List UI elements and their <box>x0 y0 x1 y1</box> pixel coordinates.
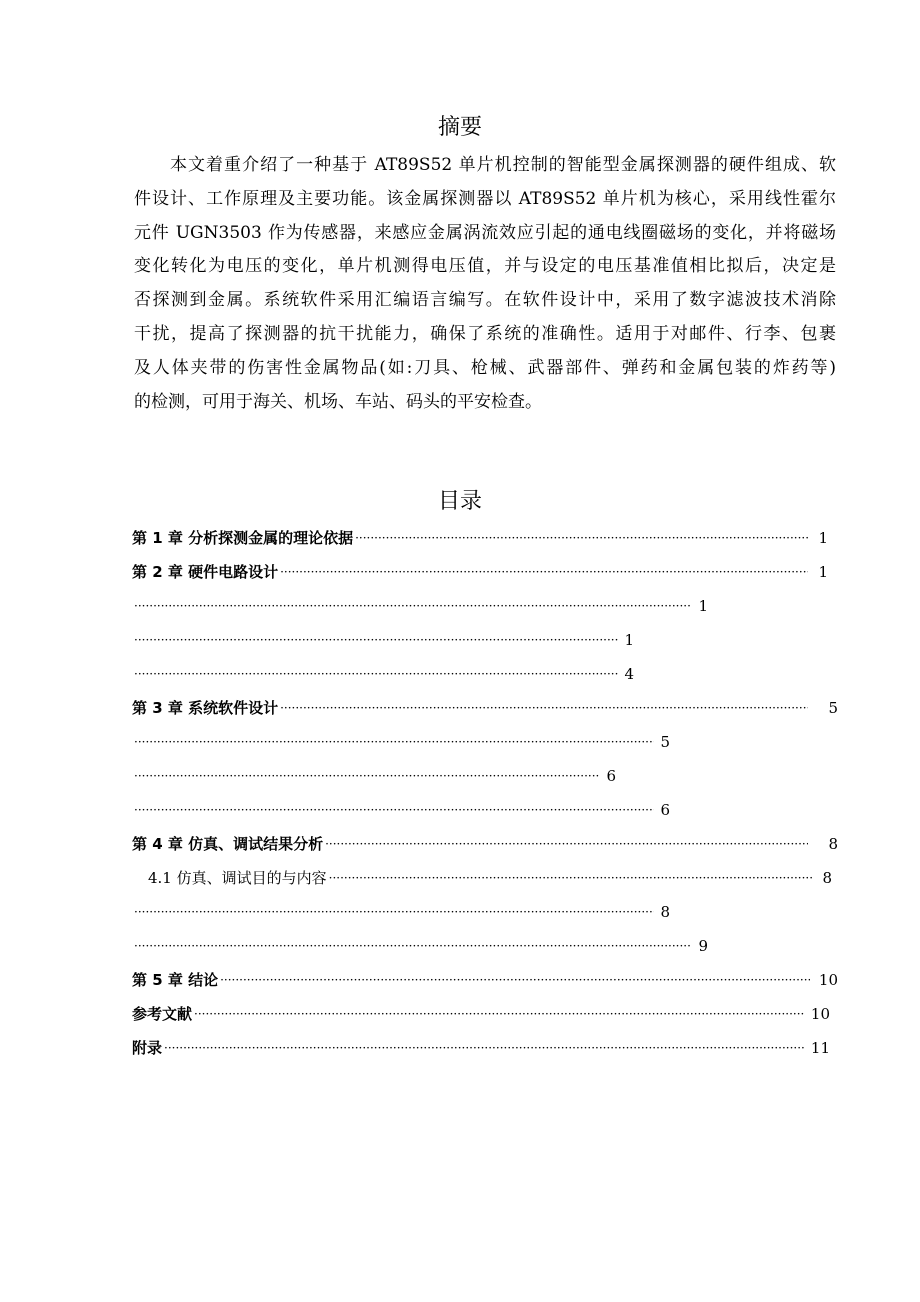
toc-entry-section[interactable] <box>132 589 708 623</box>
toc-leader-dots <box>134 895 654 929</box>
toc-entry-section[interactable] <box>132 725 670 759</box>
toc-leader-dots <box>134 589 692 623</box>
toc-entry-page: 1 <box>624 631 634 649</box>
toc-entry-page: 8 <box>660 903 670 921</box>
abstract-line: 件设计、工作原理及主要功能。该金属探测器以 AT89S52 单片机为核心，采用线性霍尔 <box>134 188 836 209</box>
abstract-body <box>134 149 836 419</box>
toc-entry-section[interactable] <box>132 623 634 657</box>
toc-entry-page: 8 <box>822 869 832 887</box>
toc-entry-section[interactable] <box>132 657 634 691</box>
toc-entry-section[interactable] <box>132 793 670 827</box>
toc-entry-chapter-2[interactable] <box>132 555 828 589</box>
toc-leader-dots <box>134 929 692 963</box>
toc-entry-label: 附录 <box>132 1039 163 1057</box>
abstract-line: 变化转化为电压的变化，单片机测得电压值，并与设定的电压基准值相比拟后，决定是 <box>134 256 836 277</box>
toc-entry-section-4-1[interactable] <box>148 861 832 895</box>
toc-entry-page: 6 <box>660 801 670 819</box>
toc-leader-dots <box>280 555 808 589</box>
abstract-line: 本文着重介绍了一种基于 AT89S52 单片机控制的智能型金属探测器的硬件组成、软 <box>170 155 836 175</box>
toc-entry-page: 10 <box>810 1005 830 1023</box>
toc-entry-page: 9 <box>698 937 708 955</box>
toc-entry-section[interactable] <box>132 929 708 963</box>
abstract-line: 的检测，可用于海关、机场、车站、码头的平安检查。 <box>134 391 542 412</box>
abstract-title: 摘要 <box>437 115 482 140</box>
toc-leader-dots <box>164 1031 804 1065</box>
toc-entry-page: 1 <box>818 563 828 581</box>
toc-entry-section[interactable] <box>132 895 670 929</box>
toc-entry-label: 4.1 仿真、调试目的与内容 <box>148 869 327 887</box>
abstract-line: 及人体夹带的伤害性金属物品(如:刀具、枪械、武器部件、弹药和金属包装的炸药等) <box>134 357 836 378</box>
toc-entry-references[interactable] <box>132 997 830 1031</box>
toc-entry-appendix[interactable] <box>132 1031 830 1065</box>
toc-entry-page: 1 <box>818 529 828 547</box>
toc-entry-chapter-5[interactable] <box>132 963 838 997</box>
toc-entry-label: 第 4 章 仿真、调试结果分析 <box>132 835 324 853</box>
toc-entry-section[interactable] <box>132 759 616 793</box>
toc-leader-dots <box>355 521 808 555</box>
toc-leader-dots <box>134 657 618 691</box>
toc-leader-dots <box>134 623 618 657</box>
toc-leader-dots <box>280 691 808 725</box>
toc-leader-dots <box>194 997 804 1031</box>
toc-entry-label: 第 1 章 分析探测金属的理论依据 <box>132 529 354 547</box>
toc-leader-dots <box>134 793 654 827</box>
toc-entry-chapter-1[interactable] <box>132 521 828 555</box>
toc-entry-page: 11 <box>810 1039 830 1057</box>
toc-leader-dots <box>329 861 812 895</box>
abstract-line: 否探测到金属。系统软件采用汇编语言编写。在软件设计中，采用了数字滤波技术消除 <box>134 290 836 311</box>
toc-entry-page: 10 <box>818 971 838 989</box>
toc-entry-label: 第 2 章 硬件电路设计 <box>132 563 279 581</box>
toc-title: 目录 <box>437 489 482 514</box>
toc-leader-dots <box>220 963 810 997</box>
toc-leader-dots <box>325 827 808 861</box>
toc-leader-dots <box>134 725 654 759</box>
toc-entry-page: 5 <box>828 699 838 717</box>
toc-entry-page: 8 <box>828 835 838 853</box>
toc-entry-chapter-3[interactable] <box>132 691 838 725</box>
abstract-line: 元件 UGN3503 作为传感器，来感应金属涡流效应引起的通电线圈磁场的变化，并将磁场 <box>134 222 836 243</box>
toc-entry-page: 5 <box>660 733 670 751</box>
toc-entry-page: 4 <box>624 665 634 683</box>
toc-leader-dots <box>134 759 600 793</box>
toc-entry-chapter-4[interactable] <box>132 827 838 861</box>
abstract-line: 干扰，提高了探测器的抗干扰能力，确保了系统的准确性。适用于对邮件、行李、包裹 <box>134 323 836 344</box>
toc-entry-page: 1 <box>698 597 708 615</box>
toc-entry-label: 第 5 章 结论 <box>132 971 219 989</box>
toc-entry-label: 第 3 章 系统软件设计 <box>132 699 279 717</box>
toc-entry-page: 6 <box>606 767 616 785</box>
toc-entry-label: 参考文献 <box>132 1005 193 1023</box>
